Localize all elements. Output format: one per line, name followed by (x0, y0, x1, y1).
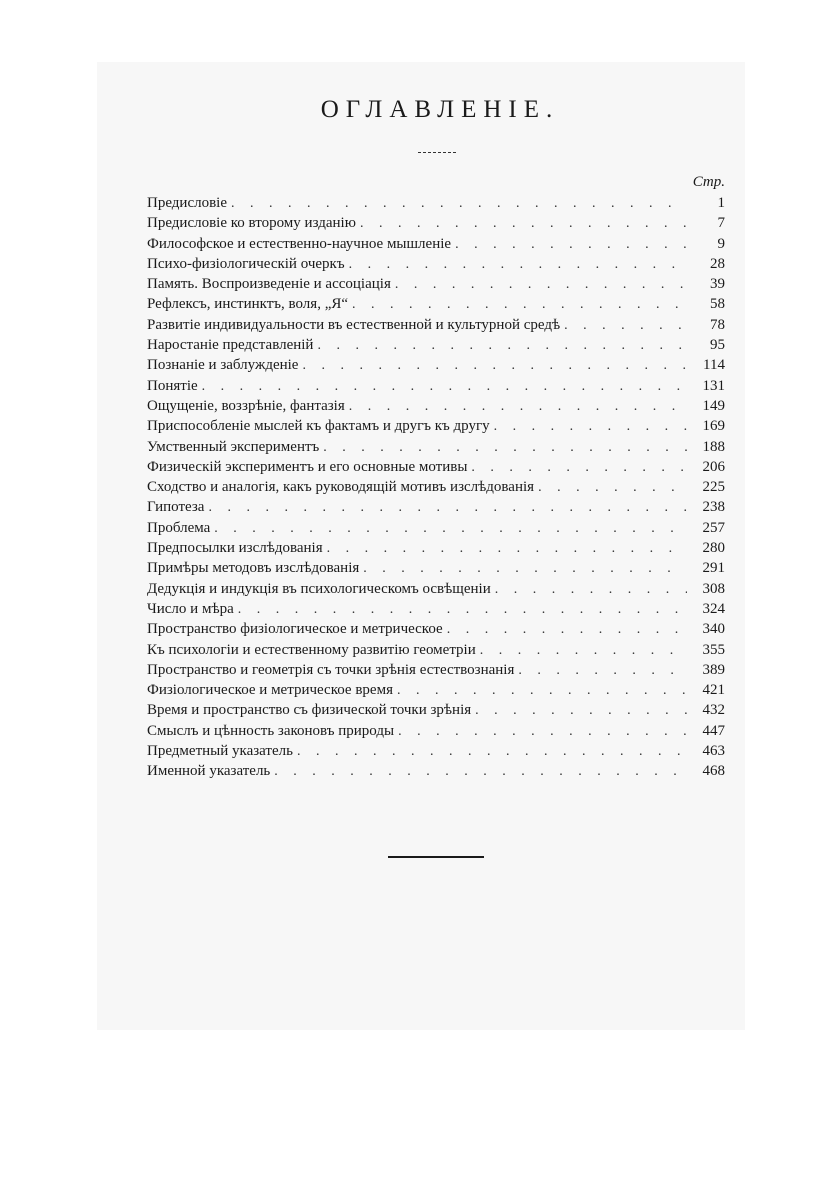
dot-leader (471, 458, 687, 478)
toc-entry-title: Гипотеза (147, 499, 205, 516)
toc-entry (147, 660, 725, 680)
dot-leader (317, 336, 687, 356)
toc-entry-title: Приспособленіе мыслей къ фактамъ и другъ къ другу (147, 418, 490, 435)
toc-entry-page: 7 (717, 215, 725, 232)
toc-entry (147, 680, 725, 700)
table-of-contents (147, 193, 725, 782)
toc-entry (147, 741, 725, 761)
toc-entry-title: Проблема (147, 519, 211, 536)
dot-leader (274, 762, 687, 782)
dot-leader (495, 580, 687, 600)
toc-entry-title: Наростаніе представленій (147, 337, 314, 354)
toc-entry-title: Ощущеніе, воззрѣніе, фантазія (147, 397, 345, 414)
toc-entry-title: Именной указатель (147, 763, 271, 780)
dot-leader (475, 701, 687, 721)
toc-entry-page: 447 (702, 722, 725, 739)
dot-leader (323, 438, 687, 458)
toc-entry (147, 579, 725, 599)
toc-entry-page: 355 (702, 641, 725, 658)
dot-leader (202, 377, 687, 397)
dot-leader (480, 641, 687, 661)
toc-entry-title: Познаніе и заблужденіе (147, 357, 299, 374)
toc-entry-title: Число и мѣра (147, 600, 234, 617)
toc-entry-title: Память. Воспроизведеніе и ассоціація (147, 276, 391, 293)
toc-entry-page: 149 (702, 397, 725, 414)
toc-entry-page: 238 (702, 499, 725, 516)
dot-leader (327, 539, 687, 559)
dot-leader (349, 255, 687, 275)
dot-leader (360, 214, 687, 234)
toc-entry-title: Развитіе индивидуальности въ естественной и культурной средѣ (147, 316, 561, 333)
toc-entry-page: 308 (702, 580, 725, 597)
dot-leader (349, 397, 687, 417)
toc-entry-page: 324 (702, 600, 725, 617)
toc-entry-page: 39 (710, 276, 725, 293)
dot-leader (214, 519, 687, 539)
toc-entry (147, 254, 725, 274)
toc-entry (147, 640, 725, 660)
toc-entry (147, 193, 725, 213)
dot-leader (395, 275, 687, 295)
toc-entry-title: Физическій экспериментъ и его основные мотивы (147, 458, 468, 475)
toc-entry (147, 315, 725, 335)
dot-leader (398, 722, 687, 742)
toc-entry-title: Психо-физіологическій очеркъ (147, 255, 345, 272)
toc-entry-page: 432 (702, 702, 725, 719)
toc-entry-page: 95 (710, 337, 725, 354)
toc-entry-page: 169 (702, 418, 725, 435)
dot-leader (297, 742, 687, 762)
toc-entry-page: 291 (702, 560, 725, 577)
toc-entry-title: Умственный экспериментъ (147, 438, 320, 455)
toc-entry-page: 421 (702, 682, 725, 699)
toc-entry (147, 437, 725, 457)
toc-entry-page: 340 (702, 621, 725, 638)
toc-entry (147, 335, 725, 355)
toc-entry-page: 28 (710, 255, 725, 272)
toc-entry-title: Предпосылки изслѣдованія (147, 540, 323, 557)
toc-entry-page: 9 (717, 235, 725, 252)
toc-entry (147, 761, 725, 781)
toc-entry-page: 131 (702, 377, 725, 394)
toc-entry-title: Предисловіе (147, 195, 228, 211)
toc-entry-page: 206 (702, 458, 725, 475)
page-column-header: Стр. (692, 174, 725, 190)
toc-entry-page: 114 (703, 357, 725, 374)
toc-entry (147, 234, 725, 254)
toc-entry-page: 225 (702, 479, 725, 496)
toc-entry (147, 376, 725, 396)
dot-leader (208, 498, 687, 518)
dot-leader (564, 316, 687, 336)
toc-entry-title: Дедукція и индукція въ психологическомъ освѣщеніи (147, 580, 491, 597)
toc-entry (147, 518, 725, 538)
toc-entry (147, 497, 725, 517)
toc-entry-page: 188 (702, 438, 725, 455)
toc-entry (147, 457, 725, 477)
toc-entry (147, 599, 725, 619)
dot-leader (494, 417, 687, 437)
toc-entry-page: 389 (702, 661, 725, 678)
toc-entry-title: Смыслъ и цѣнность законовъ природы (147, 722, 395, 739)
toc-entry-title: Понятіе (147, 377, 198, 394)
toc-entry (147, 538, 725, 558)
toc-entry-title: Рефлексъ, инстинктъ, воля, „Я“ (147, 296, 349, 313)
title-divider (418, 152, 456, 153)
toc-entry (147, 558, 725, 578)
toc-entry-page: 78 (710, 316, 725, 333)
dot-leader (363, 559, 687, 579)
dot-leader (352, 295, 687, 315)
toc-entry-page: 280 (702, 540, 725, 557)
dot-leader (238, 600, 687, 620)
toc-entry (147, 721, 725, 741)
dot-leader (447, 620, 687, 640)
toc-entry-title: Къ психологіи и естественному развитію геометріи (147, 641, 476, 658)
toc-entry-title: Философское и естественно-научное мышленіе (147, 235, 452, 252)
toc-entry (147, 700, 725, 720)
toc-entry-title: Физіологическое и метрическое время (147, 682, 393, 699)
toc-entry-page: 468 (702, 763, 725, 780)
toc-entry (147, 477, 725, 497)
toc-entry-title: Пространство физіологическое и метрическое (147, 621, 443, 638)
toc-entry (147, 274, 725, 294)
toc-entry-page: 58 (710, 296, 725, 313)
toc-entry (147, 416, 725, 436)
closing-rule (388, 856, 484, 858)
toc-entry (147, 619, 725, 639)
toc-entry (147, 355, 725, 375)
dot-leader (302, 356, 687, 376)
toc-entry-title: Предисловіе ко второму изданію (147, 215, 356, 232)
dot-leader (518, 661, 687, 681)
toc-entry-title: Примѣры методовъ изслѣдованія (147, 560, 360, 577)
toc-entry (147, 294, 725, 314)
page-title: ОГЛАВЛЕНІЕ. (320, 96, 560, 123)
toc-entry-page: 463 (702, 743, 725, 760)
dot-leader (231, 194, 687, 214)
toc-entry (147, 396, 725, 416)
toc-entry-page: 257 (702, 519, 725, 536)
dot-leader (397, 681, 687, 701)
toc-entry-title: Сходство и аналогія, какъ руководящій мотивъ изслѣдованія (147, 479, 535, 496)
toc-entry-page: 1 (717, 195, 725, 211)
dot-leader (455, 235, 687, 255)
dot-leader (538, 478, 687, 498)
toc-entry-title: Время и пространство съ физической точки зрѣнія (147, 702, 472, 719)
toc-entry (147, 213, 725, 233)
toc-entry-title: Предметный указатель (147, 743, 293, 760)
toc-entry-title: Пространство и геометрія съ точки зрѣнія естествознанія (147, 661, 515, 678)
